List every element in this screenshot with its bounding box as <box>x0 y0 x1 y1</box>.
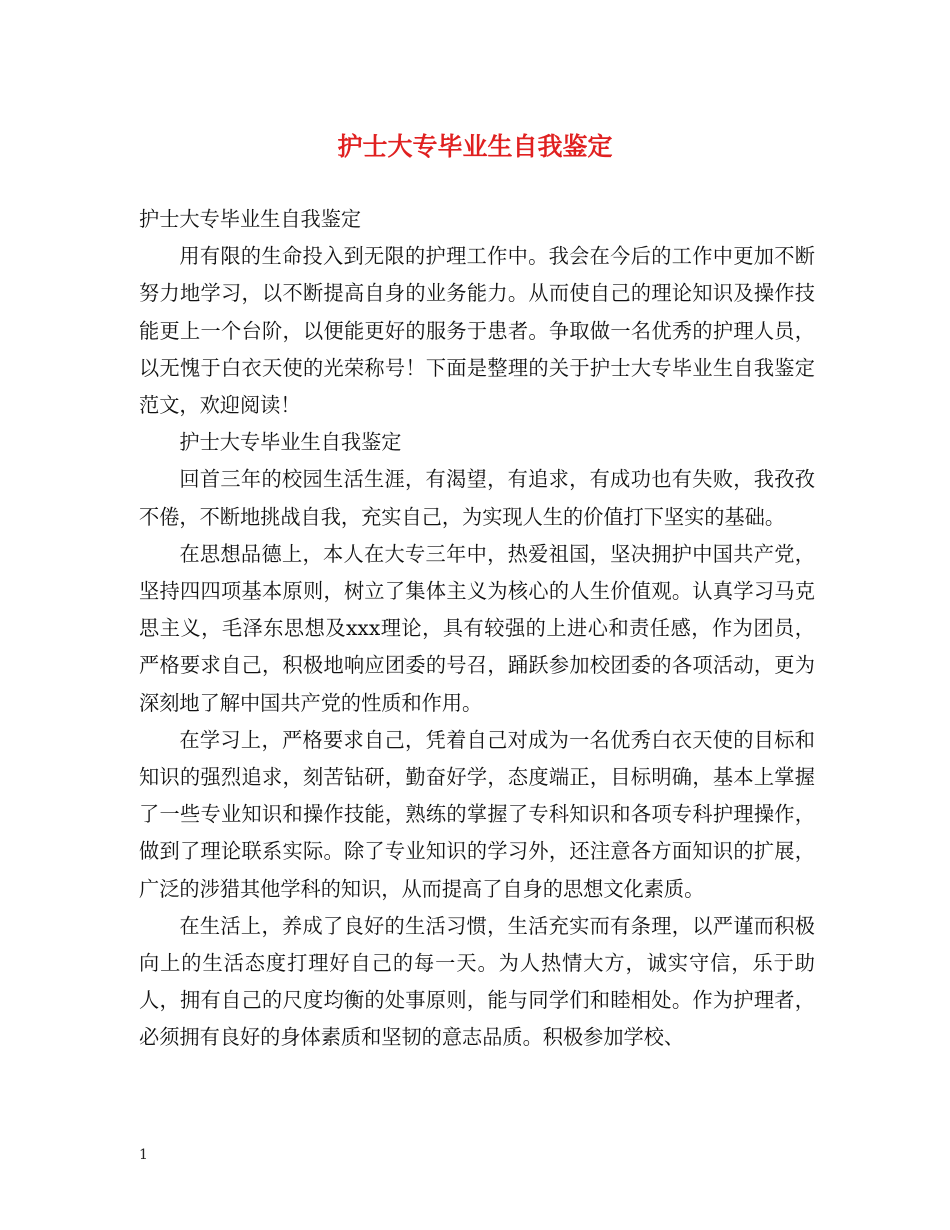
document-title: 护士大专毕业生自我鉴定 <box>337 132 613 161</box>
paragraph-intro: 用有限的生命投入到无限的护理工作中。我会在今后的工作中更加不断努力地学习，以不断提高自身的业务能力。从而使自己的理论知识及操作技能更上一个台阶，以便能更好的服务于患者。争取做一名优秀的护理人员，以无愧于白衣天使的光荣称号！下面是整理的关于护士大专毕业生自我鉴定范文，欢迎阅读！ <box>139 244 815 418</box>
paragraph-study: 在学习上，严格要求自己，凭着自己对成为一名优秀白衣天使的目标和知识的强烈追求，刻苦钻研，勤奋好学，态度端正，目标明确，基本上掌握了一些专业知识和操作技能，熟练的掌握了专科知识和各项专科护理操作，做到了理论联系实际。除了专业知识的学习外，还注意各方面知识的扩展，广泛的涉猎其他学科的知识，从而提高了自身的思想文化素质。 <box>139 727 815 901</box>
paragraph-ideology: 在思想品德上，本人在大专三年中，热爱祖国，坚决拥护中国共产党，坚持四四项基本原则，树立了集体主义为核心的人生价值观。认真学习马克思主义，毛泽东思想及xxx理论，具有较强的上进心和责任感，作为团员，严格要求自己，积极地响应团委的号召，踊跃参加校团委的各项活动，更为深刻地了解中国共产党的性质和作用。 <box>139 541 815 715</box>
paragraph-heading: 护士大专毕业生自我鉴定 <box>139 207 362 231</box>
paragraph-subheading: 护士大专毕业生自我鉴定 <box>179 430 402 455</box>
paragraph-review: 回首三年的校园生活生涯，有渴望，有追求，有成功也有失败，我孜孜不倦，不断地挑战自我，充实自己，为实现人生的价值打下坚实的基础。 <box>139 467 815 529</box>
paragraph-life: 在生活上，养成了良好的生活习惯，生活充实而有条理，以严谨而积极向上的生活态度打理好自己的每一天。为人热情大方，诚实守信，乐于助人，拥有自己的尺度均衡的处事原则，能与同学们和睦相处。作为护理者，必须拥有良好的身体素质和坚韧的意志品质。积极参加学校、 <box>139 913 815 1050</box>
document-body <box>139 201 815 1057</box>
page-number: 1 <box>139 1147 148 1163</box>
